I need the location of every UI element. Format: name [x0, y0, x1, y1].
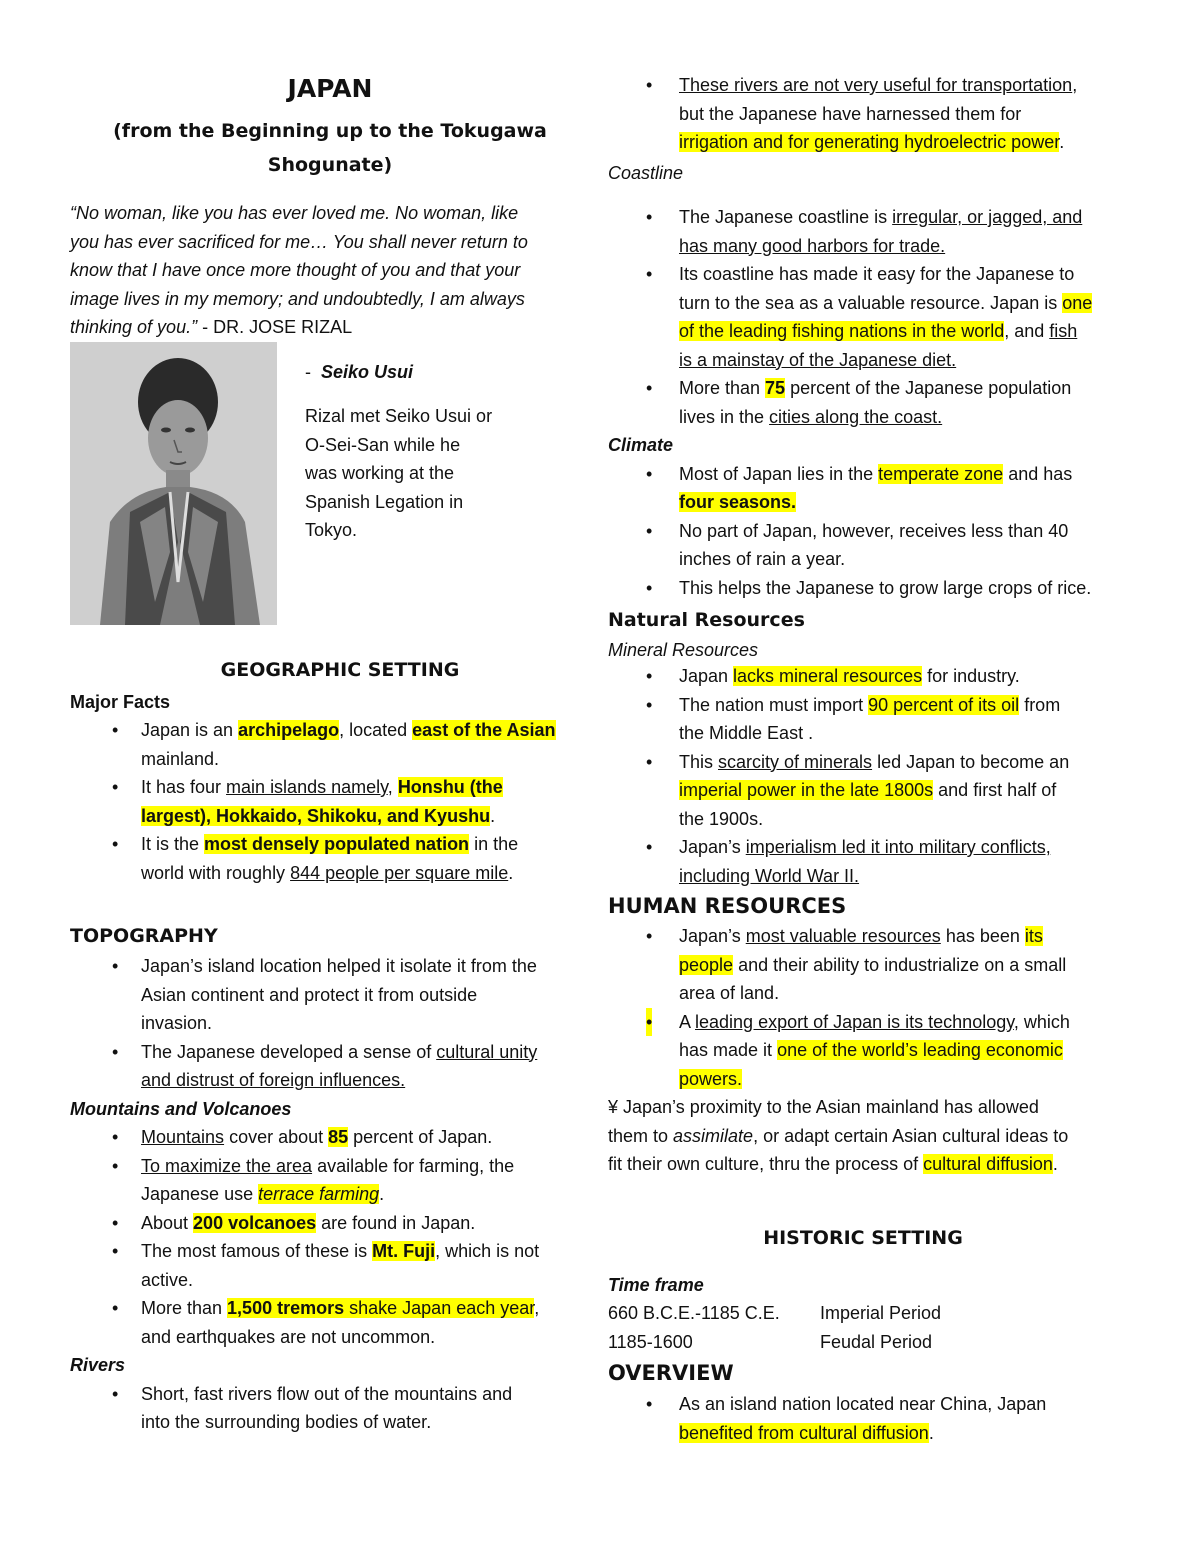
quote-attribution: - DR. JOSE RIZAL	[197, 317, 353, 337]
text-run: from	[1019, 694, 1061, 715]
text-run: four seasons.	[679, 492, 797, 512]
bullet-line	[679, 574, 1168, 603]
text-run: temperate zone	[878, 463, 1004, 484]
period-range: 660 B.C.E.-1185 C.E.	[608, 1303, 780, 1323]
bullet-line	[679, 719, 1168, 748]
bullet-list	[608, 203, 1168, 431]
period-row	[608, 1328, 1168, 1357]
text-run: turn to the sea as a valuable resource. Japan is	[679, 292, 1063, 313]
text-run: No part of Japan, however, receives less than 40	[679, 520, 1069, 541]
human-resources-heading: HUMAN RESOURCES	[608, 894, 847, 918]
bullet-line	[679, 805, 1168, 834]
text-run: Most of Japan lies in the	[679, 463, 879, 484]
bullet-line	[679, 203, 1168, 232]
bullet-list	[608, 922, 1168, 1093]
text-run: 85	[328, 1127, 349, 1147]
text-run: Short, fast rivers flow out of the mountains and	[141, 1383, 513, 1404]
rivers-heading: Rivers	[70, 1355, 126, 1375]
bullet-line	[679, 317, 1168, 346]
text-run: shake Japan each year	[344, 1298, 535, 1318]
text-run: , and	[1004, 321, 1050, 341]
proximity-paragraph	[608, 1093, 1168, 1179]
bullet-item	[608, 922, 1168, 1008]
bullet-item	[608, 517, 1168, 574]
text-run: in the	[469, 834, 519, 854]
bullet-list	[70, 952, 610, 1095]
text-run: main islands namely	[226, 777, 388, 797]
text-run: Japan’s	[679, 926, 746, 946]
bullet-line	[679, 517, 1168, 546]
bullet-line	[679, 1390, 1168, 1419]
text-run: Japan	[679, 666, 734, 686]
bullet-line	[679, 1065, 1168, 1094]
caption-name: Seiko Usui	[321, 362, 414, 382]
bullet-line	[141, 745, 610, 774]
text-run: of the leading fishing nations in the world	[679, 321, 1005, 341]
portrait-caption	[305, 358, 413, 387]
text-run: the Middle East .	[679, 723, 814, 743]
bullet-item	[70, 1152, 610, 1209]
paragraph-line	[608, 1122, 1168, 1151]
bullet-line	[679, 374, 1168, 403]
portrait-description	[305, 402, 492, 545]
text-run: them to	[608, 1125, 674, 1146]
bullet-line	[679, 71, 1168, 100]
bullet-line	[141, 1266, 610, 1295]
mountains-volcanoes-heading: Mountains and Volcanoes	[70, 1098, 292, 1119]
text-run: including World War II.	[679, 865, 860, 886]
right-column	[608, 71, 1168, 1447]
text-run: This helps the Japanese to grow large crops of rice.	[679, 577, 1092, 598]
bullet-line	[141, 1152, 610, 1181]
document-subtitle	[70, 114, 590, 182]
text-run: 200 volcanoes	[193, 1212, 317, 1233]
bullet-line	[141, 830, 610, 859]
text-run: Mountains	[141, 1127, 225, 1147]
text-run: one	[1062, 292, 1093, 313]
mineral-resources-heading: Mineral Resources	[608, 640, 759, 660]
text-run: is a mainstay of the Japanese diet.	[679, 349, 957, 370]
bullet-item	[70, 830, 610, 887]
period-name: Imperial Period	[820, 1303, 942, 1323]
text-run: archipelago	[238, 720, 340, 740]
text-run: .	[1059, 132, 1065, 152]
bullet-list	[70, 1380, 610, 1437]
quote-end: thinking of you.”	[70, 317, 198, 337]
text-run: and first half of	[933, 780, 1057, 800]
bullet-list	[608, 1390, 1168, 1447]
coastline-heading: Coastline	[608, 162, 684, 183]
text-run: imperial power in the late 1800s	[679, 780, 934, 800]
text-run: largest), Hokkaido, Shikoku, and Kyushu	[141, 805, 491, 826]
text-run: mainland.	[141, 748, 220, 769]
text-run: led Japan to become an	[872, 751, 1070, 772]
bullet-line	[679, 260, 1168, 289]
text-run: and their ability to industrialize on a small	[733, 954, 1067, 975]
bullet-line	[141, 859, 610, 888]
text-run: are found in Japan.	[316, 1212, 476, 1233]
major-facts-heading: Major Facts	[70, 692, 171, 712]
text-run: terrace farming	[258, 1184, 380, 1204]
text-run: has made it	[679, 1040, 778, 1060]
description-line: O-Sei-San while he	[305, 434, 461, 455]
text-run: invasion.	[141, 1013, 213, 1033]
rizal-quote	[70, 199, 528, 342]
text-run: world with roughly	[141, 862, 291, 883]
bullet-list	[608, 71, 1168, 157]
text-run: the 1900s.	[679, 808, 764, 829]
text-run: Honshu (the	[397, 777, 503, 797]
bullet-line	[679, 922, 1168, 951]
bullet-item	[70, 952, 610, 1038]
bullet-line	[679, 488, 1168, 517]
bullet-line	[141, 802, 610, 831]
text-run: scarcity of minerals	[718, 751, 873, 772]
bullet-item	[608, 1008, 1168, 1094]
text-run: and earthquakes are not uncommon.	[141, 1326, 436, 1347]
topography-heading: TOPOGRAPHY	[70, 925, 218, 947]
text-run: lives in the	[679, 406, 770, 427]
bullet-item	[608, 260, 1168, 374]
text-run: inches of rain a year.	[679, 549, 846, 569]
text-run: most densely populated nation	[204, 834, 470, 854]
quote-line: know that I have once more thought of you and that your	[70, 260, 521, 280]
climate-heading: Climate	[608, 435, 674, 455]
bullet-line	[141, 1066, 610, 1095]
bullet-item	[608, 574, 1168, 603]
bullet-line	[141, 1123, 610, 1152]
bullet-item	[70, 1209, 610, 1238]
text-run: Japan’s island location helped it isolate it from the	[141, 956, 537, 976]
quote-line: you has ever sacrificed for me… You shall never return to	[70, 231, 528, 252]
seiko-usui-portrait	[70, 342, 277, 625]
bullet-line	[141, 981, 610, 1010]
caption-dash: -	[305, 362, 311, 382]
text-run: cultural unity	[436, 1041, 538, 1062]
text-run: cover about	[224, 1127, 329, 1147]
text-run: To maximize the area	[141, 1155, 313, 1176]
bullet-item	[608, 203, 1168, 260]
period-name: Feudal Period	[820, 1331, 933, 1352]
bullet-item	[70, 716, 610, 773]
text-run: 844 people per square mile	[290, 862, 509, 883]
bullet-item	[608, 374, 1168, 431]
text-run: fish	[1049, 321, 1078, 341]
paragraph-line	[608, 1150, 1168, 1179]
bullet-line	[141, 1323, 610, 1352]
text-run: assimilate	[673, 1125, 754, 1146]
historic-setting-heading: HISTORIC SETTING	[763, 1226, 963, 1249]
bullet-item	[608, 71, 1168, 157]
text-run: one of the world’s leading economic	[777, 1040, 1063, 1060]
bullet-line	[141, 1408, 610, 1437]
bullet-line	[679, 403, 1168, 432]
text-run: Japanese use	[141, 1184, 259, 1204]
bullet-list	[70, 1123, 610, 1351]
overview-heading: OVERVIEW	[608, 1361, 734, 1385]
quote-line: image lives in my memory; and undoubtedly, I am always	[70, 288, 525, 309]
text-run: 75	[765, 378, 786, 398]
bullet-line	[679, 346, 1168, 375]
bullet-line	[679, 100, 1168, 129]
subtitle-line: Shogunate)	[267, 154, 393, 176]
text-run: It is the	[141, 834, 205, 854]
text-run: has been	[940, 926, 1025, 946]
text-run: More than	[141, 1298, 228, 1318]
text-run: ,	[1072, 75, 1078, 95]
text-run: , which is not	[435, 1241, 540, 1261]
text-run: .	[379, 1184, 385, 1204]
bullet-line	[679, 460, 1168, 489]
bullet-line	[679, 748, 1168, 777]
bullet-line	[679, 691, 1168, 720]
bullet-line	[141, 1038, 610, 1067]
bullet-line	[679, 979, 1168, 1008]
bullet-item	[608, 748, 1168, 834]
text-run: cities along the coast.	[769, 406, 943, 427]
text-run: and distrust of foreign influences.	[141, 1070, 406, 1090]
bullet-line	[679, 289, 1168, 318]
text-run: Japan is an	[141, 720, 239, 740]
bullet-line	[679, 545, 1168, 574]
bullet-line	[141, 1009, 610, 1038]
text-run: cultural diffusion	[923, 1154, 1053, 1174]
bullet-item	[608, 691, 1168, 748]
text-run: imperialism led it into military conflicts,	[745, 837, 1051, 857]
text-run: Mt. Fuji	[372, 1241, 436, 1261]
time-frame-heading: Time frame	[608, 1274, 704, 1295]
major-facts-list	[70, 716, 610, 887]
text-run: Asian continent and protect it from outside	[141, 984, 478, 1005]
bullet-item	[70, 1123, 610, 1152]
description-line: Tokyo.	[305, 520, 358, 540]
bullet-line	[141, 716, 610, 745]
text-run: people	[679, 954, 734, 975]
natural-resources-heading: Natural Resources	[608, 609, 805, 631]
text-run: ,	[387, 777, 398, 797]
bullet-list	[608, 460, 1168, 603]
text-run: It has four	[141, 777, 227, 797]
text-run: most valuable resources	[745, 926, 941, 946]
text-run: The Japanese developed a sense of	[141, 1041, 437, 1062]
text-run: irrigation and for generating hydroelectric power	[679, 132, 1060, 152]
bullet-item	[70, 1380, 610, 1437]
bullet-item	[70, 1237, 610, 1294]
bullet-line	[679, 1419, 1168, 1448]
topography-list	[70, 952, 610, 1437]
text-run: irregular, or jagged, and	[892, 207, 1083, 227]
description-line: Rizal met Seiko Usui or	[305, 406, 493, 426]
bullet-line	[679, 1036, 1168, 1065]
text-run: As an island nation located near China, Japan	[679, 1394, 1047, 1414]
bullet-line	[679, 662, 1168, 691]
text-run: This	[679, 751, 719, 772]
text-run: active.	[141, 1269, 194, 1290]
text-run: percent of Japan.	[348, 1127, 493, 1147]
text-run: ,	[534, 1298, 540, 1318]
text-run: available for farming, the	[312, 1155, 515, 1176]
text-run: More than	[679, 378, 766, 398]
bullet-line	[679, 128, 1168, 157]
text-run: , or adapt certain Asian cultural ideas to	[753, 1125, 1069, 1146]
text-run: benefited from cultural diffusion	[679, 1422, 929, 1443]
description-line: Spanish Legation in	[305, 491, 464, 512]
text-run: The Japanese coastline is	[679, 207, 893, 227]
bullet-line	[141, 952, 610, 981]
bullet-line	[141, 1237, 610, 1266]
text-run: The nation must import	[679, 694, 869, 715]
document-title: JAPAN	[287, 74, 373, 103]
subtitle-line: (from the Beginning up to the Tokugawa	[113, 120, 547, 142]
bullet-item	[608, 1390, 1168, 1447]
bullet-item	[608, 460, 1168, 517]
bullet-line	[679, 1008, 1168, 1037]
text-run: These rivers are not very useful for transportation	[679, 75, 1073, 95]
bullet-list	[70, 716, 610, 887]
bullet-line	[679, 833, 1168, 862]
bullet-item	[70, 773, 610, 830]
bullet-line	[141, 1209, 610, 1238]
text-run: powers.	[679, 1068, 743, 1089]
text-run: but the Japanese have harnessed them for	[679, 103, 1022, 124]
text-run: has many good harbors for trade.	[679, 235, 946, 256]
period-row	[608, 1299, 1168, 1328]
text-run: A	[679, 1011, 696, 1032]
bullet-line	[141, 1294, 610, 1323]
text-run: ¥ Japan’s proximity to the Asian mainland has allowed	[608, 1097, 1039, 1117]
text-run: lacks mineral resources	[733, 666, 923, 686]
bullet-list	[608, 662, 1168, 890]
period-range: 1185-1600	[608, 1331, 693, 1352]
text-run: for industry.	[922, 666, 1020, 686]
text-run: The most famous of these is	[141, 1241, 373, 1261]
text-run: and has	[1003, 463, 1073, 484]
text-run: .	[928, 1422, 934, 1443]
bullet-item	[608, 833, 1168, 890]
bullet-line	[679, 776, 1168, 805]
bullet-line	[141, 1380, 610, 1409]
caption-name-line	[305, 358, 413, 387]
text-run: Japan’s	[679, 837, 746, 857]
text-run: About	[141, 1212, 194, 1233]
bullet-line	[679, 951, 1168, 980]
text-run: .	[490, 805, 496, 826]
bullet-line	[141, 1180, 610, 1209]
text-run: its	[1024, 926, 1043, 946]
bullet-line	[679, 862, 1168, 891]
text-run: , which	[1013, 1011, 1070, 1032]
text-run: fit their own culture, thru the process of	[608, 1154, 924, 1174]
text-run: east of the Asian	[412, 720, 556, 740]
bullet-line	[679, 232, 1168, 261]
quote-line	[70, 313, 528, 342]
bullet-item	[70, 1294, 610, 1351]
text-run: percent of the Japanese population	[785, 378, 1072, 398]
text-run: Its coastline has made it easy for the Japanese to	[679, 264, 1075, 284]
bullet-item	[70, 1038, 610, 1095]
bullet-line	[141, 773, 610, 802]
text-run: into the surrounding bodies of water.	[141, 1412, 432, 1432]
text-run: leading export of Japan is its technology	[695, 1011, 1014, 1032]
text-run: 90 percent of its oil	[868, 694, 1020, 715]
geographic-setting-heading: GEOGRAPHIC SETTING	[220, 659, 460, 681]
text-run: .	[508, 862, 514, 883]
text-run: area of land.	[679, 983, 780, 1003]
text-run: , located	[339, 720, 413, 740]
paragraph-line	[608, 1093, 1168, 1122]
portrait-image	[70, 342, 277, 625]
quote-line: “No woman, like you has ever loved me. No woman, like	[70, 203, 519, 223]
bullet-item	[608, 662, 1168, 691]
text-run: .	[1052, 1154, 1058, 1174]
description-line: was working at the	[305, 463, 455, 483]
text-run: 1,500 tremors	[227, 1298, 345, 1318]
